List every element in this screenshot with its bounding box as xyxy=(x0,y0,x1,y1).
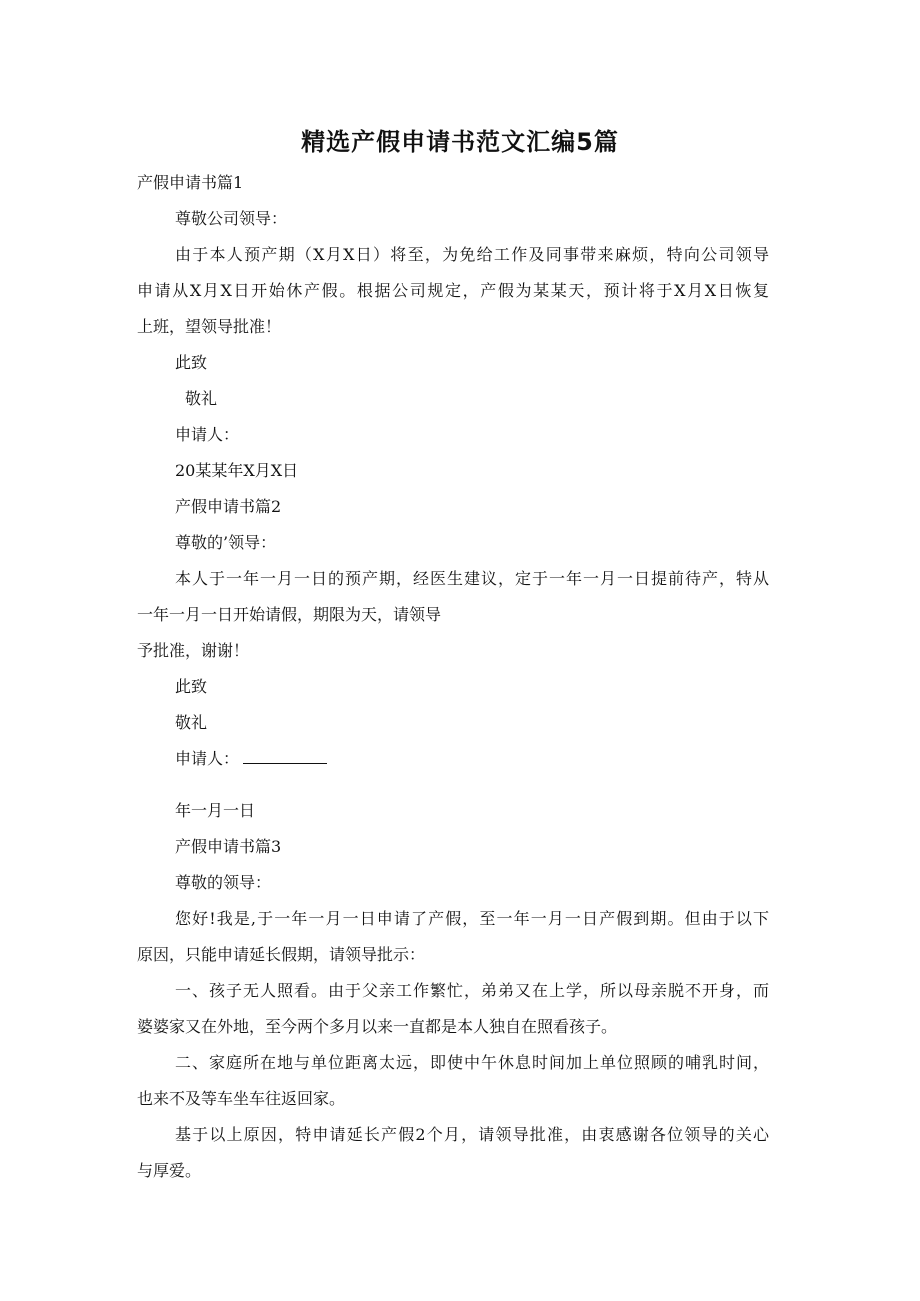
document-title: 精选产假申请书范文汇编5篇 xyxy=(301,128,619,156)
letter-1-heading: 产假申请书篇1 xyxy=(137,173,244,192)
letter-3-body-line: 二、家庭所在地与单位距离太远，即使中午休息时间加上单位照顾的哺乳时间， xyxy=(175,1053,769,1072)
letter-1-closing: 此致 xyxy=(175,353,208,372)
letter-2-applicant: 申请人： xyxy=(175,749,240,768)
signature-blank-line xyxy=(243,749,327,764)
letter-2-body-line: 一年一月一日开始请假，期限为天，请领导 xyxy=(137,605,442,624)
letter-3-body-line: 婆婆家又在外地，至今两个多月以来一直都是本人独自在照看孩子。 xyxy=(137,1017,618,1036)
letter-1-body-line: 上班，望领导批准！ xyxy=(137,317,282,336)
letter-3-body-line: 原因，只能申请延长假期，请领导批示： xyxy=(137,945,426,964)
letter-2-applicant-row xyxy=(175,749,327,769)
letter-2-closing: 此致 xyxy=(175,677,208,696)
letter-1-body-line: 申请从X月X日开始休产假。根据公司规定，产假为某某天，预计将于X月X日恢复 xyxy=(137,281,769,300)
letter-3-salutation: 尊敬的领导： xyxy=(175,873,272,892)
letter-2-heading: 产假申请书篇2 xyxy=(175,497,282,516)
letter-1-salutation: 尊敬公司领导： xyxy=(175,209,288,228)
letter-1-applicant: 申请人： xyxy=(175,425,240,444)
letter-3-body-line: 与厚爱。 xyxy=(137,1161,202,1180)
letter-3-body-line: 一、孩子无人照看。由于父亲工作繁忙，弟弟又在上学，所以母亲脱不开身，而 xyxy=(175,981,769,1000)
letter-2-regards: 敬礼 xyxy=(175,713,208,732)
letter-3-body-line: 也来不及等车坐车往返回家。 xyxy=(137,1089,346,1108)
letter-3-body-line: 基于以上原因，特申请延长产假2个月，请领导批准，由衷感谢各位领导的关心 xyxy=(175,1125,769,1144)
letter-2-body-line: 本人于一年一月一日的预产期，经医生建议，定于一年一月一日提前待产，特从 xyxy=(175,569,769,588)
letter-2-date: 年一月一日 xyxy=(175,801,256,820)
letter-3-heading: 产假申请书篇3 xyxy=(175,837,282,856)
letter-1-body-line: 由于本人预产期（X月X日）将至，为免给工作及同事带来麻烦，特向公司领导 xyxy=(175,245,769,264)
letter-1-date: 20某某年X月X日 xyxy=(175,461,299,480)
letter-2-salutation: 尊敬的’领导： xyxy=(175,533,277,552)
letter-3-body-line: 您好!我是,于一年一月一日申请了产假，至一年一月一日产假到期。但由于以下 xyxy=(175,909,769,928)
letter-2-body-line: 予批准，谢谢！ xyxy=(137,641,250,660)
letter-1-regards: 敬礼 xyxy=(185,389,218,408)
